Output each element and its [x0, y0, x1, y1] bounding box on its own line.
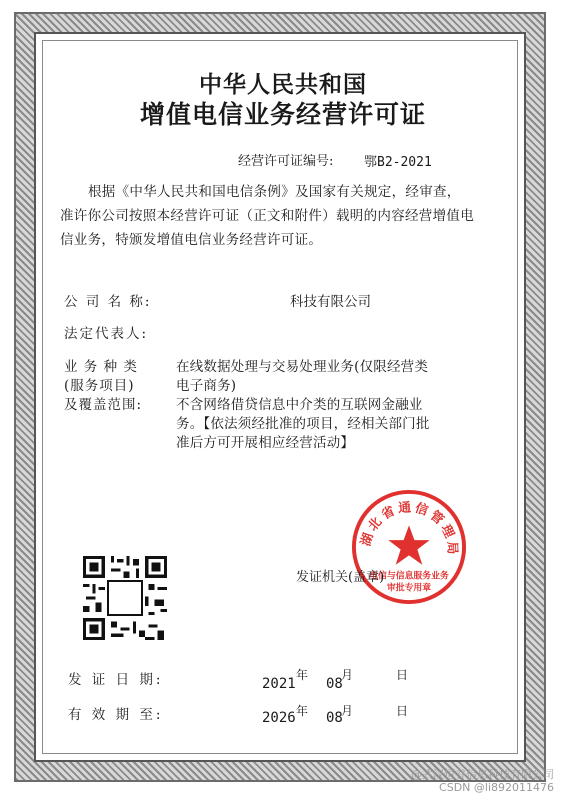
license-number-value: 鄂B2-2021 [364, 155, 432, 170]
issuing-authority-label: 发证机关(盖章) [296, 570, 385, 585]
watermark [411, 768, 554, 794]
seal-inner-text-2: 审批专用章 [386, 583, 432, 594]
scope-label-line-2: (服务项目) [64, 378, 135, 394]
legal-representative-label: 法定代表人: [64, 326, 149, 342]
valid-month: 08 [326, 710, 343, 726]
seal-outer-text: 湖北省通信管理局 [358, 500, 460, 558]
business-scope-label [64, 358, 142, 415]
scope-line-2: 电子商务) [176, 378, 237, 394]
qr-code [80, 552, 170, 644]
scope-label-line-3: 及覆盖范围: [64, 397, 143, 413]
company-name-value: 科技有限公司 [290, 294, 371, 310]
valid-until-label: 有 效 期 至: [68, 707, 164, 723]
title-line-2: 增值电信业务经营许可证 [139, 100, 426, 129]
seal-inner-text-1: 电信与信息服务业务 [369, 571, 449, 582]
seal-star-icon [388, 525, 429, 564]
intro-paragraph: 根据《中华人民共和国电信条例》及国家有关规定，经审查，准许你公司按照本经营许可证（正文和附件）载明的内容经营增值电信业务，特颁发增值电信业务经营许可证。 [60, 184, 474, 248]
company-name-label: 公 司 名 称: [64, 294, 152, 310]
scope-line-3: 不含网络借贷信息中介类的互联网金融业 [176, 397, 423, 413]
scope-line-5: 准后方可开展相应经营活动】 [176, 435, 355, 451]
license-number-label: 经营许可证编号: [238, 154, 334, 169]
watermark-line-2: CSDN @li892011476 [439, 781, 554, 794]
issue-year-unit: 年 [296, 668, 309, 682]
issue-year: 2021 [262, 676, 296, 692]
valid-month-unit: 月 [341, 704, 354, 718]
business-scope-value [176, 358, 486, 453]
scope-line-4: 务。【依法须经批准的项目，经相关部门批 [176, 416, 430, 432]
official-seal [350, 488, 468, 606]
scope-line-1: 在线数据处理与交易处理业务(仅限经营类 [176, 359, 429, 375]
valid-year: 2026 [262, 710, 296, 726]
valid-day-unit: 日 [396, 704, 409, 718]
watermark-line-1: @武汉恒谷信息科技有限公司 [411, 768, 554, 781]
title-line-1: 中华人民共和国 [199, 72, 367, 98]
issue-day-unit: 日 [396, 668, 409, 682]
issue-month-unit: 月 [341, 668, 354, 682]
issue-date-label: 发 证 日 期: [68, 672, 164, 688]
scope-label-line-1: 业 务 种 类 [64, 359, 138, 375]
issue-month: 08 [326, 676, 343, 692]
valid-year-unit: 年 [296, 704, 309, 718]
